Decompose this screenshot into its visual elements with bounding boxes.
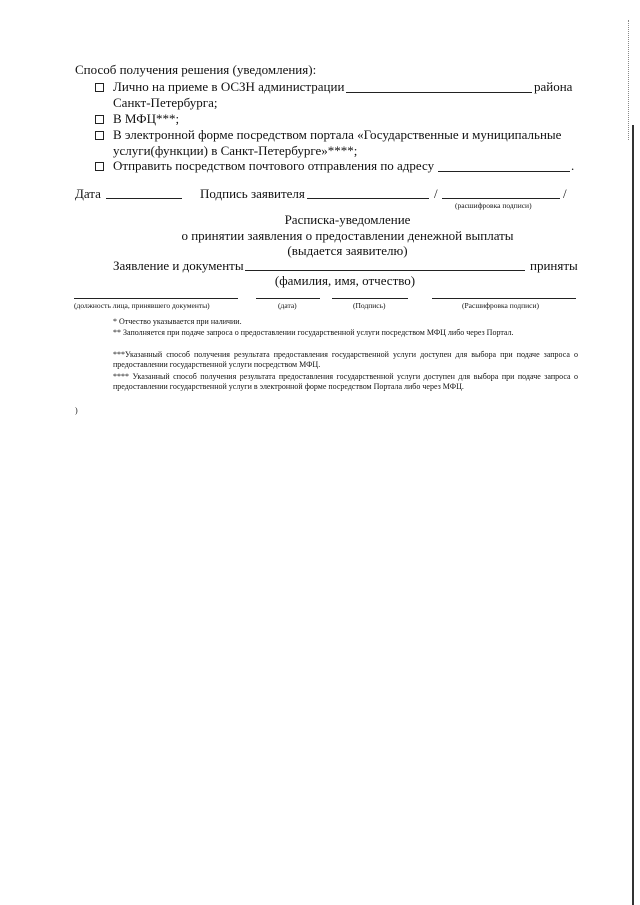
option-post-label: Отправить посредством почтового отправления по адресу bbox=[113, 158, 435, 173]
fio-blank-line[interactable] bbox=[245, 270, 525, 271]
footnote-4: **** Указанный способ получения результата предоставления государственной услуги доступен для выбора при подаче запроса о предоставлении государственной услуги в электронной форме посредством Портала либо через МФЦ. bbox=[113, 372, 578, 391]
option-mfc-label: В МФЦ***; bbox=[113, 111, 180, 126]
signature-blank-line-2[interactable] bbox=[332, 298, 408, 299]
date-caption: (дата) bbox=[278, 301, 297, 310]
fio-caption: (фамилия, имя, отчество) bbox=[274, 273, 416, 288]
receipt-subtitle: о принятии заявления о предоставлении денежной выплаты bbox=[181, 228, 514, 243]
scan-edge-dots bbox=[628, 20, 629, 140]
end-mark: ) bbox=[75, 406, 78, 415]
signature-slash: / bbox=[434, 186, 438, 201]
option-post-end: . bbox=[571, 158, 575, 173]
signature-caption: (Подпись) bbox=[353, 301, 386, 310]
signature-blank-line[interactable] bbox=[307, 198, 429, 199]
position-blank-line[interactable] bbox=[74, 298, 238, 299]
checkbox-portal[interactable] bbox=[95, 131, 104, 140]
district-blank-line[interactable] bbox=[346, 92, 532, 93]
address-blank-line[interactable] bbox=[438, 171, 570, 172]
scan-edge-line bbox=[632, 125, 634, 905]
signature-slash-end: / bbox=[563, 186, 567, 201]
checkbox-in-person[interactable] bbox=[95, 83, 104, 92]
checkbox-post[interactable] bbox=[95, 162, 104, 171]
option-in-person-label: Лично на приеме в ОСЗН администрации bbox=[113, 79, 345, 94]
receipt-title: Расписка-уведомление bbox=[284, 212, 411, 227]
decoding-caption: (расшифровка подписи) bbox=[455, 201, 532, 210]
option-portal-line2: услуги(функции) в Санкт-Петербурге»****; bbox=[113, 143, 358, 158]
date-label: Дата bbox=[75, 186, 101, 201]
option-portal-label: В электронной форме посредством портала «Государственные и муниципальные bbox=[113, 127, 562, 142]
signature-label: Подпись заявителя bbox=[200, 186, 305, 201]
decoding-caption-2: (Расшифровка подписи) bbox=[462, 301, 539, 310]
footnote-1: * Отчество указывается при наличии. bbox=[113, 317, 242, 326]
accepted-label: приняты bbox=[530, 258, 578, 273]
docs-label: Заявление и документы bbox=[113, 258, 244, 273]
date-blank-line[interactable] bbox=[106, 198, 182, 199]
date-blank-line-2[interactable] bbox=[256, 298, 320, 299]
footnote-2: ** Заполняется при подаче запроса о предоставлении государственной услуги посредством МФЦ либо через Портал. bbox=[113, 328, 514, 337]
footnote-3: ***Указанный способ получения результата предоставления государственной услуги доступен для выбора при подаче запроса о предоставлении государственной услуги посредством МФЦ. bbox=[113, 350, 578, 369]
option-in-person-line2: Санкт-Петербурга; bbox=[113, 95, 218, 110]
checkbox-mfc[interactable] bbox=[95, 115, 104, 124]
receipt-note: (выдается заявителю) bbox=[287, 243, 408, 258]
decoding-blank-line[interactable] bbox=[442, 198, 560, 199]
option-in-person-suffix: района bbox=[534, 79, 573, 94]
position-caption: (должность лица, принявшего документы) bbox=[74, 301, 210, 310]
section-title: Способ получения решения (уведомления): bbox=[75, 62, 317, 77]
decoding-blank-line-2[interactable] bbox=[432, 298, 576, 299]
